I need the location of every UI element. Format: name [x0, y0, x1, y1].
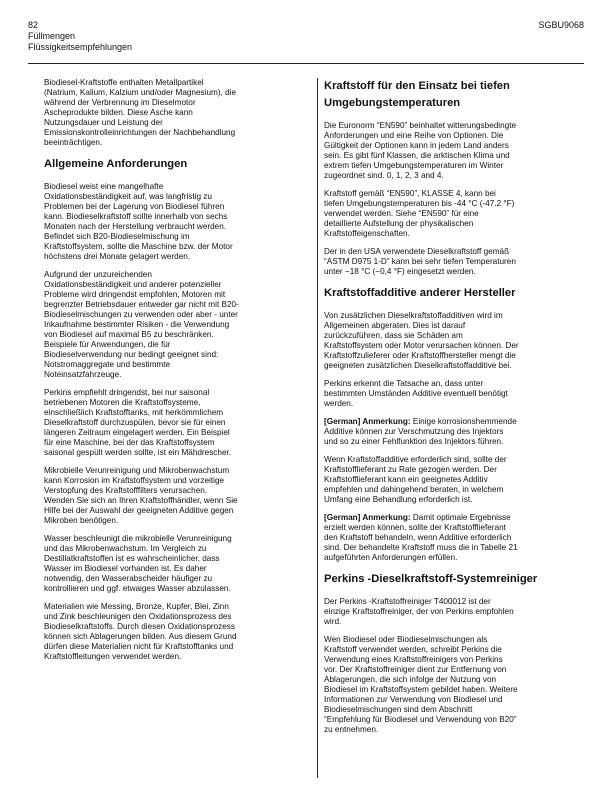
heading-general-requirements: Allgemeine Anforderungen — [44, 158, 188, 170]
page-number: 82 — [28, 20, 39, 30]
header-section: Füllmengen — [28, 31, 76, 41]
heading-aftermarket-additives: Kraftstoffadditive anderer Hersteller — [324, 287, 516, 299]
paragraph-astm-d975: Der in den USA verwendete Dieselkraftstoff gemäß “ASTM D975 1-D” kann bei sehr tiefen Temperaturen unter −18 °C (−0,4 °F) eingesetzt werden. — [324, 247, 516, 276]
paragraph-intro: Biodiesel-Kraftstoffe enthalten Metallpartikel (Natrium, Kalium, Kalzium und/oder Magnesium), die während der Verbrennung im Dieselmotor Ascheprodukte bilden. Diese Asche kann Nutzungsdauer und Leistung der Emissionskontrolleinrichtungen der Nachbehandlung beeinträchtigen. — [44, 78, 237, 147]
note-supplier-treatment — [324, 513, 586, 563]
document-id: SGBU9068 — [538, 20, 584, 30]
paragraph-en590-class4: Kraftstoff gemäß “EN590”, KLASSE 4, kann bei tiefen Umgebungstemperaturen bis -44 °C (-47.2 °F) verwendet werden. Siehe “EN590” für eine detaillierte Aufstellung der physikalischen Kraftstoffeigenschaften. — [324, 189, 515, 238]
page-header-left — [28, 20, 132, 53]
header-subsection: Flüssigkeitsempfehlungen — [28, 42, 133, 52]
paragraph-additives-discouraged: Von zusätzlichen Dieselkraftstoffadditiven wird im Allgemeinen abgeraten. Dies ist darauf zurückzuführen, dass sie Schäden am Kraftstoffsystem oder Motor verursachen können. Der Kraftstoffzulieferer oder Kraftstoffhersteller mengt die geeigneten zusätzlichen Dieselkraftstoffadditive bei. — [324, 311, 519, 370]
paragraph-limited-operation: Aufgrund der unzureichenden Oxidationsbeständigkeit und anderer potenzieller Probleme wird dringendst empfohlen, Motoren mit begrenzter Betriebsdauer entweder gar nicht mit B20- Biodieselmischungen zu verwenden oder aber - unter Inkaufnahme bestimmter Risiken - die Verwendung von Biodiesel auf maximal B5 zu beschränken. Beispiele für Anwendungen, die für Biodieselverwendung nur bedingt geeignet sind: Notstromaggregate und bestimmte Noteinsatzfahrzeuge. — [44, 270, 239, 379]
note-text: Damit optimale Ergebnisse erzielt werden können, sollte der Kraftstofflieferant den Kraftstoff behandeln, wenn Additive erforderlich sind. Der behandelte Kraftstoff muss die in Tabelle 21 aufgeführten Anforderungen erfüllen. — [324, 513, 518, 562]
column-divider — [317, 78, 318, 778]
paragraph-additives-needed: Perkins erkennt die Tatsache an, dass unter bestimmten Umständen Additive eventuell benötigt werden. — [324, 379, 508, 408]
paragraph-microbial-contamination: Mikrobielle Verunreinigung und Mikrobenwachstum kann Korrosion im Kraftstoffsystem und vorzeitige Verstopfung des Kraftstofffilters verursachen. Wenden Sie sich an Ihren Kraftstoffhändler, wenn Sie Hilfe bei der Auswahl der geeigneten Additive gegen Mikroben benötigen. — [44, 466, 238, 525]
note-text: Einige korrosionshemmende Additive können zur Verschmutzung des Injektors und so zu einer Fehlfunktion des Injektors führen. — [324, 417, 517, 446]
note-label: [German] Anmerkung: — [324, 417, 411, 426]
heading-low-temperature-fuel: Kraftstoff für den Einsatz bei tiefen Umgebungstemperaturen — [324, 80, 510, 109]
note-label: [German] Anmerkung: — [324, 513, 411, 522]
header-rule — [28, 63, 584, 64]
note-injector-fouling — [324, 417, 586, 447]
paragraph-water: Wasser beschleunigt die mikrobielle Verunreinigung und das Mikrobenwachstum. Im Vergleich zu Destillatkraftstoffen ist es wahrscheinlicher, dass Wasser im Biodiesel vorhanden ist. Es daher notwendig, den Wasserabscheider häufiger zu kontrollieren und ggf. etwaiges Wasser abzulassen. — [44, 534, 232, 593]
heading-fuel-system-cleaner: Perkins -Dieselkraftstoff-Systemreiniger — [324, 573, 538, 585]
paragraph-materials: Materialien wie Messing, Bronze, Kupfer, Blei, Zinn und Zink beschleunigen den Oxidationsprozess des Biodieselkraftstoffs. Durch diesen Oxidationsprozess können sich Ablagerungen bilden. Aus diesem Grund dürfen diese Materialien nicht für Kraftstofftanks und Kraftstoffleitungen verwendet werden. — [44, 602, 237, 661]
paragraph-en590: Die Euronorm “EN590” beinhaltet witterungsbedingte Anforderungen und eine Reihe von Optionen. Die Gültigkeit der Optionen kann in jedem Land anders sein. Es gibt fünf Klassen, die arktischen Klima und extrem tiefen Umgebungstemperaturen im Winter zugeordnet sind. 0, 1, 2, 3 and 4. — [324, 121, 517, 180]
paragraph-cleaner-biodiesel: Wen Biodiesel oder Biodieselmischungen als Kraftstoff verwendet werden, schreibt Perkins die Verwendung eines Kraftstoffreinigers von Perkins vor. Der Kraftstoffreiniger dient zur Entfernung von Ablagerungen, die sich infolge der Nutzung von Biodiesel im Kraftstoffsystem gebildet haben. Weitere Informationen zur Verwendung von Biodiesel und Biodieselmischungen sind dem Abschnitt “Empfehlung für Biodiesel und Verwendung von B20” zu entnehmen. — [324, 635, 518, 734]
paragraph-consult-supplier: Wenn Kraftstoffadditive erforderlich sind, sollte der Kraftstofflieferant zu Rate gezogen werden. Der Kraftstofflieferant kann ein geeignetes Additiv empfehlen und dahingehend beraten, in welchem Umfang eine Behandlung erforderlich ist. — [324, 455, 507, 504]
paragraph-seasonal-flushing: Perkins empfiehlt dringendst, bei nur saisonal betriebenen Motoren die Kraftstoffsysteme, einschließlich Kraftstofftanks, mit herkömmlichem Dieselkraftstoff durchzuspülen, bevor sie für einen längeren Zeitraum eingelagert werden. Ein Beispiel für eine Maschine, bei der das Kraftstoffsystem saisonal gespült werden sollte, ist ein Mähdrescher. — [44, 388, 232, 457]
paragraph-oxidation-stability: Biodiesel weist eine mangelhafte Oxidationsbeständigkeit auf, was langfristig zu Problemen bei der Lagerung von Biodiesel führen kann. Biodieselkraftstoff sollte innerhalb von sechs Monaten nach der Herstellung verbraucht werden. Befindet sich B20-Biodieselmischung im Kraftstoffsystem, sollte die Maschine bzw. der Motor höchstens drei Monate gelagert werden. — [44, 182, 233, 261]
paragraph-cleaner-recommended: Der Perkins -Kraftstoffreiniger T400012 ist der einzige Kraftstoffreiniger, der von Perkins empfohlen wird. — [324, 597, 514, 626]
left-column — [44, 78, 306, 670]
right-column — [324, 78, 586, 743]
